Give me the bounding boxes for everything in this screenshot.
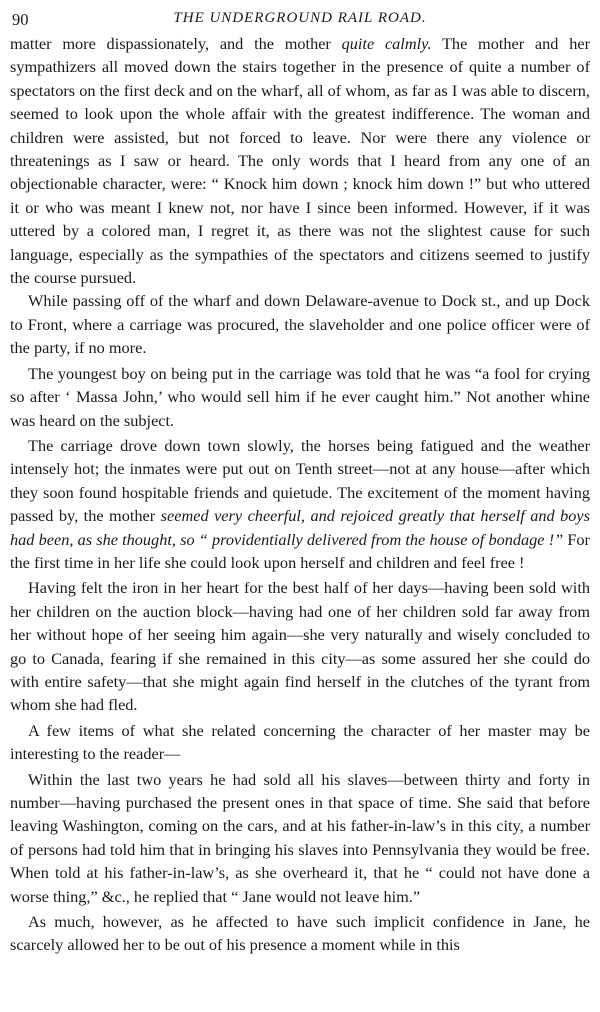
page-header bbox=[10, 4, 590, 30]
paragraph-7: Within the last two years he had sold all his slaves—between thirty and forty in number—having purchased the present ones in that space of time. She said that before leaving Washington, coming on the cars, and at his father-in-law’s in this city, a number of persons had told him that in bringing his slaves into Pennsylvania they would be free. When told at his father-in-law’s, as she overheard it, that he “ could not have done a worse thing,” &c., he replied that “ Jane would not leave him.” bbox=[10, 769, 590, 906]
paragraph-5: Having felt the iron in her heart for the best half of her days—having been sold with her children on the auction block—having had one of her children sold far away from her without hope of her seeing him again—she very naturally and wisely concluded to go to Canada, fearing if she remained in this city—as some assured her she could do with entire safety—that she might again find herself in the clutches of the tyrant from whom she had fled. bbox=[10, 578, 590, 715]
running-head: THE UNDERGROUND RAIL ROAD. bbox=[173, 10, 427, 26]
page-body bbox=[10, 32, 590, 957]
paragraph-4: The carriage drove down town slowly, the horses being fatigued and the weather intensely hot; the inmates were put out on Tenth street—not at any house—after which they soon found hospitable friends and quietude. The excitement of the moment having passed by, the mother seemed very cheerful, and rejoiced greatly that herself and boys had been, as she thought, so “ providentially delivered from the house of bondage !” For the first time in her life she could look upon herself and children and feel free ! bbox=[10, 435, 590, 572]
italic-passage: seemed very cheerful, and rejoiced greatly that herself and boys had been, as she thought, so “ providentially delivered from the house of bondage !” bbox=[10, 506, 590, 549]
paragraph-8: As much, however, as he affected to have such implicit confidence in Jane, he scarcely allowed her to be out of his presence a moment while in this bbox=[10, 912, 590, 955]
paragraph-3: The youngest boy on being put in the carriage was told that he was “a fool for crying so after ‘ Massa John,’ who would sell him if he ever caught him.” Not another whine was heard on the subject. bbox=[10, 363, 590, 430]
page-number: 90 bbox=[12, 10, 29, 29]
paragraph-2: While passing off of the wharf and down Delaware-avenue to Dock st., and up Dock to Front, where a carriage was procured, the slaveholder and one police officer were of the party, if no more. bbox=[10, 291, 590, 358]
italic-phrase: quite calmly. bbox=[341, 34, 432, 53]
paragraph-6: A few items of what she related concerning the character of her master may be interesting to the reader— bbox=[10, 720, 590, 764]
paragraph-1: matter more dispassionately, and the mother quite calmly. The mother and her sympathizers all moved down the stairs together in the presence of quite a number of spectators on the first deck and on the wharf, all of whom, as far as I was able to discern, seemed to look upon the whole affair with the greatest indifference. The woman and children were assisted, but not forced to leave. Nor were there any violence or threatenings as I saw or heard. The only words that I heard from any one of an objectionable character, were: “ Knock him down ; knock him down !” but who uttered it or who was meant I knew not, nor have I since been informed. However, if it was uttered by a colored man, I regret it, as there was not the slightest cause for such language, especially as the sympathies of the spectators and citizens seemed to justify the course pursued. bbox=[10, 34, 590, 288]
